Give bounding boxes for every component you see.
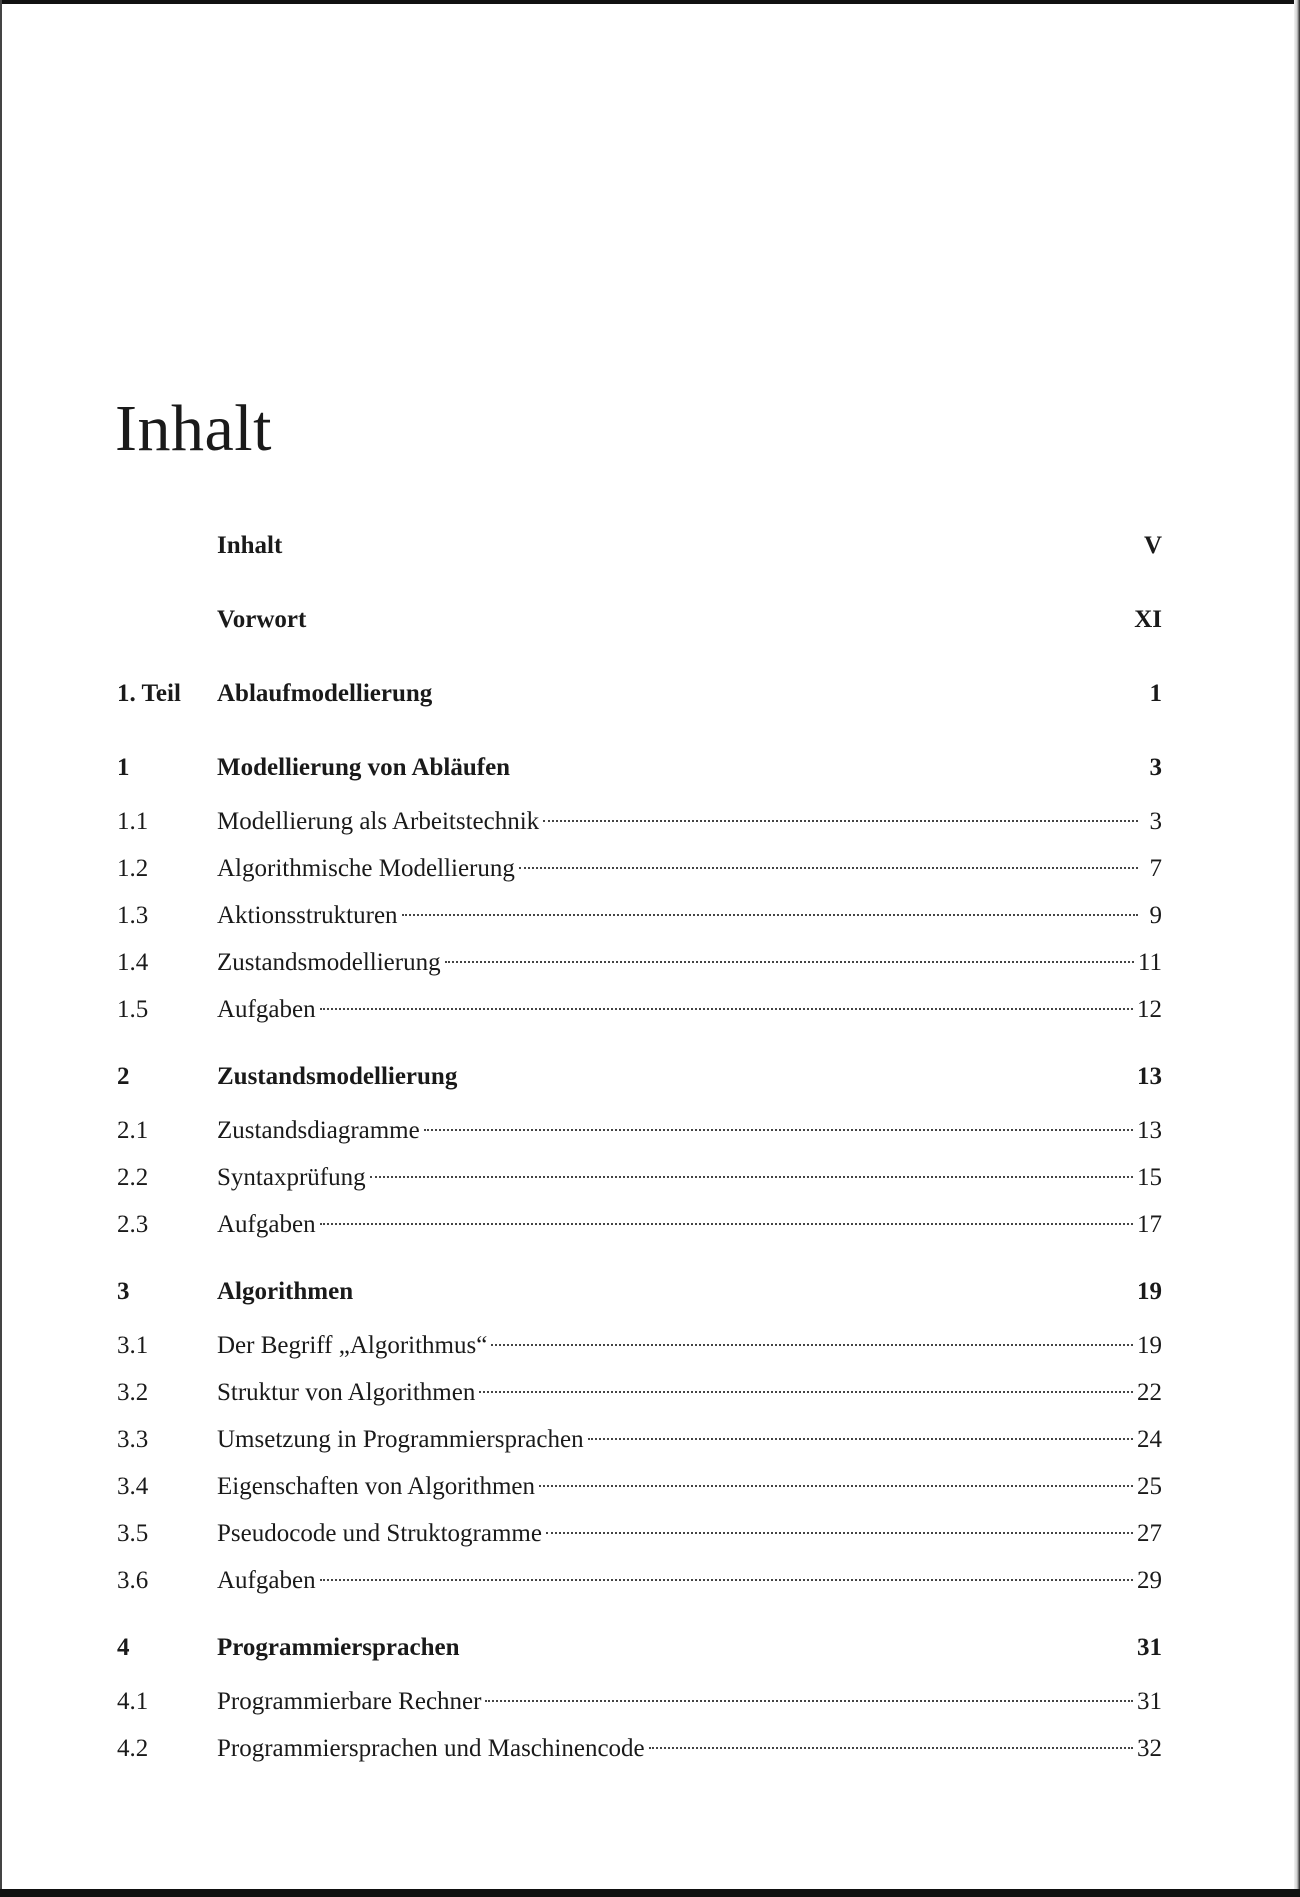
toc-title: Struktur von Algorithmen: [217, 1379, 476, 1406]
dot-leader: [485, 1700, 1133, 1702]
toc-entry-row[interactable]: [117, 798, 1162, 845]
toc-line: [217, 845, 1162, 892]
toc-number: 1. Teil: [117, 680, 181, 707]
scan-edge-left: [0, 0, 2, 1897]
toc-line: [217, 1201, 1162, 1248]
toc-line: [217, 1678, 1162, 1725]
toc-number: 3: [117, 1278, 130, 1305]
toc-number: 1.2: [117, 855, 149, 882]
toc-title: Umsetzung in Programmiersprachen: [217, 1426, 584, 1453]
toc-title: Syntaxprüfung: [217, 1164, 366, 1191]
toc-number: 1.5: [117, 996, 149, 1023]
toc-number: 3.2: [117, 1379, 149, 1406]
toc-number: 4: [117, 1634, 130, 1661]
toc-title: Ablaufmodellierung: [217, 680, 433, 707]
toc-entry-row[interactable]: [117, 1463, 1162, 1510]
toc-number: 1.4: [117, 949, 149, 976]
dot-leader: [539, 1485, 1133, 1487]
toc-page-number: 7: [1149, 855, 1162, 882]
toc-line: [217, 1046, 1162, 1107]
dot-leader: [546, 1532, 1133, 1534]
toc-title: Pseudocode und Struktogramme: [217, 1520, 542, 1547]
toc-line: [217, 939, 1162, 986]
toc-entry-row[interactable]: [117, 939, 1162, 986]
toc-page-number: 22: [1137, 1379, 1162, 1406]
toc-number: 2.3: [117, 1211, 149, 1238]
toc-page-number: 12: [1137, 996, 1162, 1023]
toc-line: [217, 1261, 1162, 1322]
toc-line: [217, 1557, 1162, 1604]
toc-line: [217, 663, 1162, 724]
toc-page-number: 3: [1149, 754, 1162, 781]
toc-title: Aufgaben: [217, 1567, 316, 1594]
toc-title: Programmiersprachen und Maschinencode: [217, 1735, 645, 1762]
toc-entry-row[interactable]: [117, 1416, 1162, 1463]
toc-page-number: 29: [1137, 1567, 1162, 1594]
toc-title: Algorithmen: [217, 1278, 354, 1305]
toc-entry-row[interactable]: [117, 1369, 1162, 1416]
toc-number: 2.2: [117, 1164, 149, 1191]
toc-title: Aktionsstrukturen: [217, 902, 398, 929]
toc-page-number: 9: [1149, 902, 1162, 929]
dot-leader: [320, 1223, 1133, 1225]
toc-number: 1: [117, 754, 130, 781]
toc-line: [217, 1369, 1162, 1416]
dot-leader: [320, 1008, 1133, 1010]
dot-leader: [519, 867, 1138, 869]
toc-number: 4.1: [117, 1688, 149, 1715]
toc-number: 3.4: [117, 1473, 149, 1500]
toc-number: 3.5: [117, 1520, 149, 1547]
toc-entry-row[interactable]: [117, 1154, 1162, 1201]
dot-leader: [402, 914, 1138, 916]
toc-title: Modellierung von Abläufen: [217, 754, 511, 781]
toc-page-number: XI: [1134, 606, 1162, 633]
toc-line: [217, 1510, 1162, 1557]
toc-number: 4.2: [117, 1735, 149, 1762]
toc-line: [217, 1617, 1162, 1678]
toc-line: [217, 798, 1162, 845]
toc-page-number: 31: [1137, 1688, 1162, 1715]
toc-entry-row[interactable]: [117, 986, 1162, 1033]
dot-leader: [588, 1438, 1133, 1440]
scan-edge-bottom: [0, 1889, 1300, 1897]
toc-title: Inhalt: [217, 532, 283, 559]
toc-page-number: 32: [1137, 1735, 1162, 1762]
toc-page-number: 27: [1137, 1520, 1162, 1547]
toc-title: Zustandsmodellierung: [217, 949, 441, 976]
toc-page-number: 13: [1137, 1117, 1162, 1144]
dot-leader: [649, 1747, 1133, 1749]
toc-page-number: 15: [1137, 1164, 1162, 1191]
dot-leader: [491, 1344, 1133, 1346]
page-title: Inhalt: [115, 392, 272, 466]
toc-line: [217, 1107, 1162, 1154]
toc-entry-row[interactable]: [117, 1201, 1162, 1248]
toc-entry-row[interactable]: [117, 1557, 1162, 1604]
toc-number: 2: [117, 1063, 130, 1090]
toc-line: [217, 1463, 1162, 1510]
toc-title: Programmiersprachen: [217, 1634, 460, 1661]
toc-title: Der Begriff „Algorithmus“: [217, 1332, 488, 1359]
table-of-contents: [117, 515, 1162, 1772]
toc-page-number: 11: [1137, 949, 1162, 976]
toc-page-number: 24: [1137, 1426, 1162, 1453]
toc-entry-row[interactable]: [117, 1510, 1162, 1557]
toc-line: [217, 1416, 1162, 1463]
toc-line: [217, 892, 1162, 939]
toc-entry-row[interactable]: [117, 892, 1162, 939]
toc-page-number: 17: [1137, 1211, 1162, 1238]
toc-title: Zustandsmodellierung: [217, 1063, 458, 1090]
dot-leader: [320, 1579, 1133, 1581]
toc-page-number: 3: [1149, 808, 1162, 835]
toc-line: [217, 1154, 1162, 1201]
toc-page-number: 19: [1137, 1278, 1162, 1305]
scan-edge-top: [0, 0, 1300, 4]
toc-entry-row[interactable]: [117, 1678, 1162, 1725]
toc-title: Zustandsdiagramme: [217, 1117, 420, 1144]
toc-number: 1.3: [117, 902, 149, 929]
toc-heading-row[interactable]: [117, 1046, 1162, 1107]
toc-entry-row[interactable]: [117, 1322, 1162, 1369]
dot-leader: [370, 1176, 1133, 1178]
toc-page-number: 31: [1137, 1634, 1162, 1661]
toc-heading-row[interactable]: [117, 1617, 1162, 1678]
toc-title: Eigenschaften von Algorithmen: [217, 1473, 535, 1500]
toc-line: [217, 515, 1162, 576]
toc-heading-row[interactable]: [117, 515, 1162, 576]
toc-heading-row[interactable]: [117, 737, 1162, 798]
toc-title: Vorwort: [217, 606, 307, 633]
toc-number: 3.1: [117, 1332, 149, 1359]
toc-line: [217, 1725, 1162, 1772]
toc-title: Modellierung als Arbeitstechnik: [217, 808, 540, 835]
toc-page-number: 19: [1137, 1332, 1162, 1359]
toc-page-number: 25: [1137, 1473, 1162, 1500]
toc-number: 3.3: [117, 1426, 149, 1453]
toc-number: 3.6: [117, 1567, 149, 1594]
dot-leader: [543, 820, 1138, 822]
toc-entry-row[interactable]: [117, 1107, 1162, 1154]
toc-line: [217, 737, 1162, 798]
toc-number: 2.1: [117, 1117, 149, 1144]
toc-entry-row[interactable]: [117, 845, 1162, 892]
toc-page-number: 13: [1137, 1063, 1162, 1090]
toc-line: [217, 1322, 1162, 1369]
toc-title: Programmierbare Rechner: [217, 1688, 482, 1715]
toc-line: [217, 589, 1162, 650]
scan-edge-right: [1294, 0, 1300, 1897]
toc-entry-row[interactable]: [117, 1725, 1162, 1772]
dot-leader: [424, 1129, 1133, 1131]
toc-title: Aufgaben: [217, 996, 316, 1023]
toc-heading-row[interactable]: [117, 589, 1162, 650]
toc-heading-row[interactable]: [117, 663, 1162, 724]
toc-page-number: V: [1143, 532, 1162, 559]
toc-title: Algorithmische Modellierung: [217, 855, 515, 882]
toc-line: [217, 986, 1162, 1033]
toc-number: 1.1: [117, 808, 149, 835]
dot-leader: [445, 961, 1134, 963]
toc-title: Aufgaben: [217, 1211, 316, 1238]
toc-page-number: 1: [1149, 680, 1162, 707]
toc-heading-row[interactable]: [117, 1261, 1162, 1322]
dot-leader: [479, 1391, 1133, 1393]
